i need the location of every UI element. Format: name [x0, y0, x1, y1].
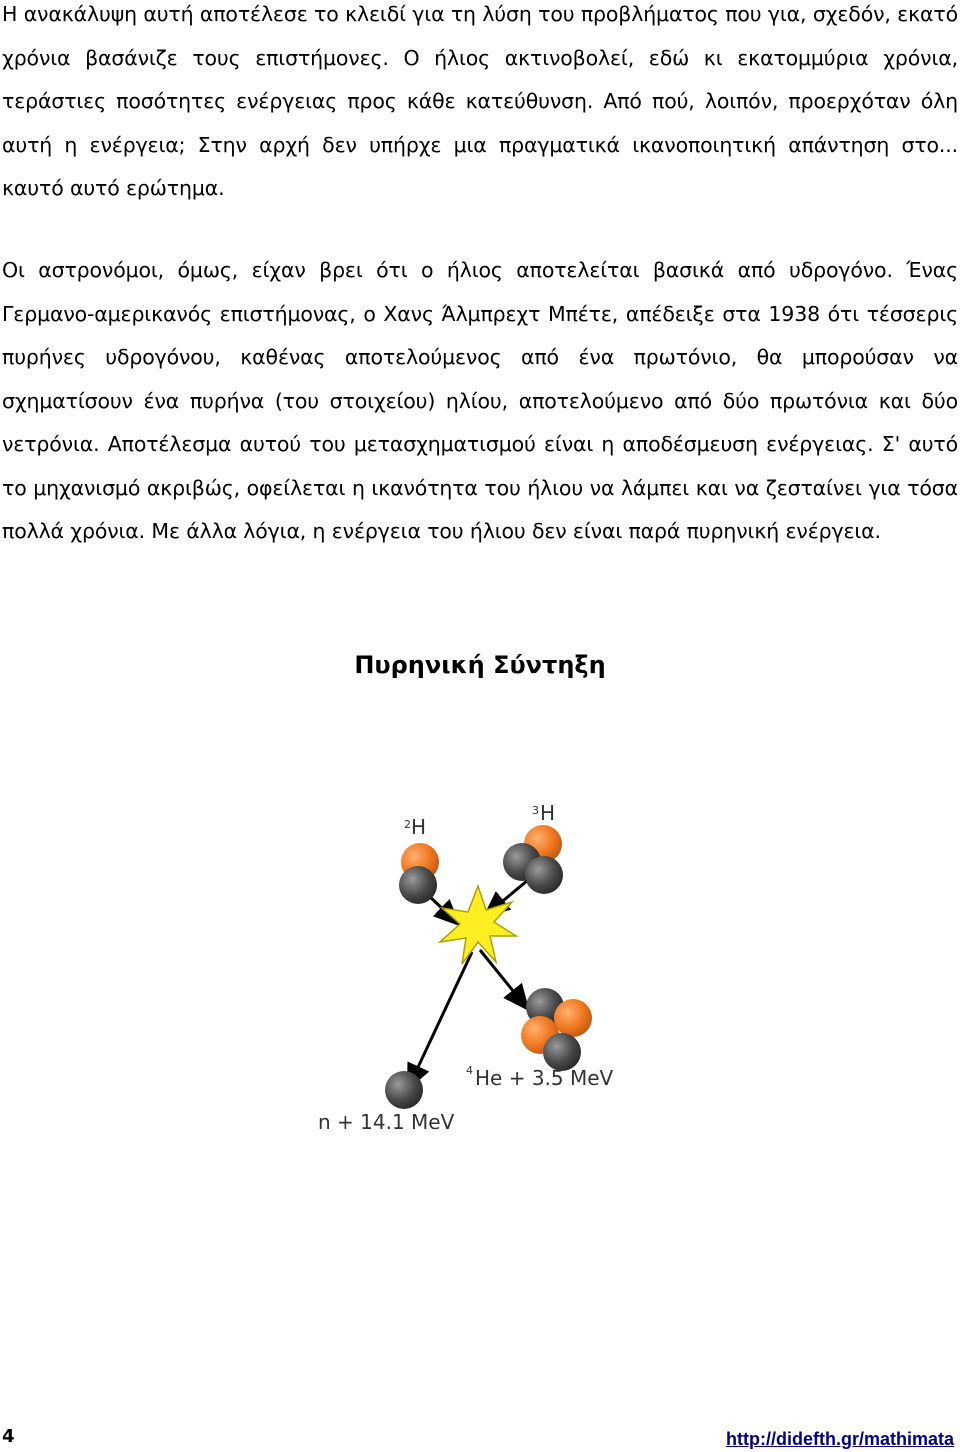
arrow-tritium [492, 880, 528, 910]
arrow-helium [480, 950, 522, 1002]
helium-energy: He + 3.5 MeV [475, 1066, 614, 1090]
page-number: 4 [2, 1426, 15, 1447]
tritium-nucleus-icon [503, 825, 563, 894]
tritium-symbol: H [540, 801, 556, 825]
tritium-label [532, 801, 555, 825]
fusion-diagram [300, 790, 660, 1140]
footer-link[interactable]: http://didefth.gr/mathimata [726, 1429, 954, 1449]
deuterium-label [404, 815, 426, 839]
deuterium-nucleus-icon [399, 843, 439, 904]
helium-label [466, 1064, 614, 1090]
neutron-energy: n + 14.1 MeV [318, 1110, 455, 1134]
deuterium-symbol: H [411, 815, 427, 839]
tritium-mass: 3 [532, 804, 539, 817]
deuterium-mass: 2 [404, 818, 411, 831]
neutron-icon [385, 1071, 423, 1109]
helium-mass: 4 [466, 1064, 473, 1077]
section-heading: Πυρηνική Σύντηξη [354, 651, 606, 679]
helium-nucleus-icon [521, 988, 592, 1071]
body-paragraph-1: Η ανακάλυψη αυτή αποτέλεσε το κλειδί για τη λύση του προβλήματος που για, σχεδόν, εκατό χρόνια βασάνιζε τους επιστήμονες. Ο ήλιος ακτινοβολεί, εδώ κι εκατομμύρια χρόνια, τεράστιες ποσότητες ενέργειας προς κάθε κατεύθυνση. Από πού, λοιπόν, προερχόταν όλη αυτή η ενέργεια; Στην αρχή δεν υπήρχε μια πραγματικά ικανοποιητική απάντηση στο... καυτό αυτό ερώτημα. [2, 2, 958, 200]
arrow-neutron [412, 952, 472, 1080]
body-paragraph-2: Οι αστρονόμοι, όμως, είχαν βρει ότι ο ήλιος αποτελείται βασικά από υδρογόνο. Ένας Γερμανο-αμερικανός επιστήμονας, ο Χανς Άλμπρεχτ Μπέτε, απέδειξε στα 1938 ότι τέσσερις πυρήνες υδρογόνου, καθένας αποτελούμενος από ένα πρωτόνιο, θα μπορούσαν να σχηματίσουν ένα πυρήνα (του στοιχείου) ηλίου, αποτελούμενο από δύο πρωτόνια και δύο νετρόνια. Αποτέλεσμα αυτού του μετασχηματισμού είναι η αποδέσμευση ενέργειας. Σ' αυτό το μηχανισμό ακριβώς, οφείλεται η ικανότητα του ήλιου να λάμπει και να ζεσταίνει για τόσα πολλά χρόνια. Με άλλα λόγια, η ενέργεια του ήλιου δεν είναι παρά πυρηνική ενέργεια. [2, 258, 958, 543]
